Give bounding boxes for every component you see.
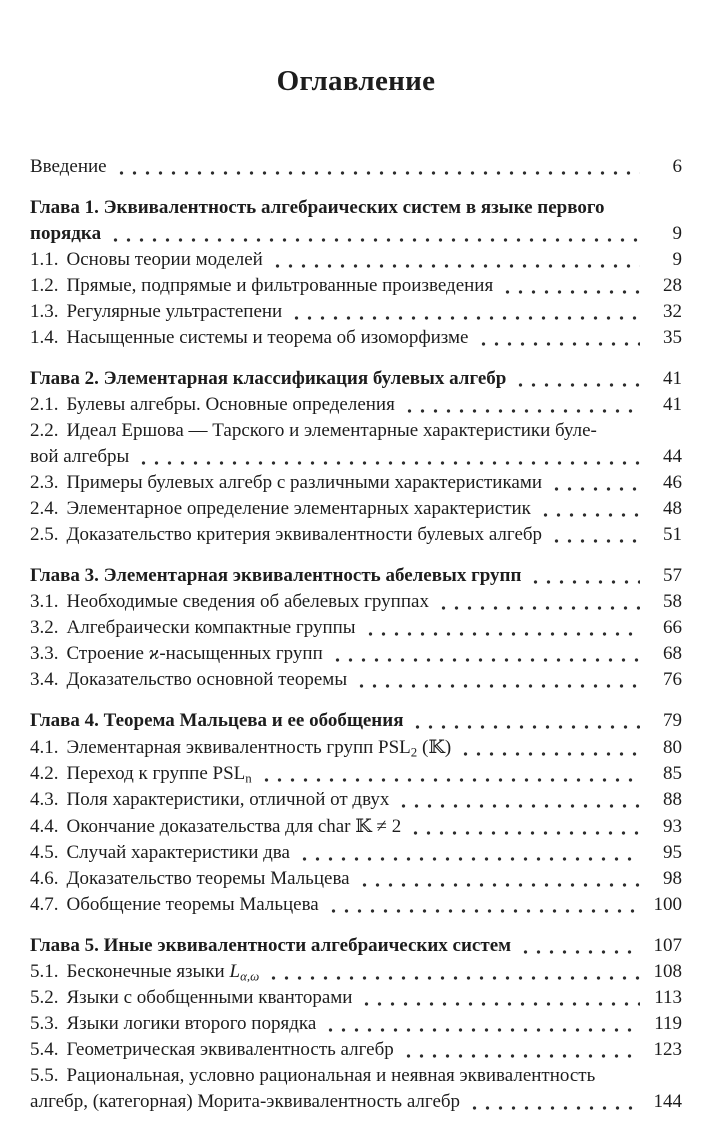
entry-label	[30, 563, 521, 589]
page-number: 85	[663, 763, 682, 784]
toc-line	[30, 563, 682, 589]
entry-text-segment: Алгебраически компактные группы	[66, 617, 356, 638]
page-number: 28	[663, 275, 682, 296]
toc-entry	[30, 325, 682, 351]
entry-text-segment: Необходимые сведения об абелевых группах	[66, 591, 429, 612]
toc-entry	[30, 154, 682, 180]
dot-leader	[411, 724, 640, 730]
toc-line	[30, 247, 682, 273]
entry-text-segment: 2	[410, 744, 418, 760]
toc-line	[30, 761, 682, 787]
page-number: 41	[663, 368, 682, 389]
dot-leader	[402, 1053, 640, 1059]
entry-label	[30, 761, 252, 787]
toc-entry	[30, 734, 682, 761]
entry-text-segment: 4.1.	[30, 737, 59, 758]
page-title: Оглавление	[276, 65, 436, 97]
toc-line	[30, 787, 682, 813]
page-number: 93	[663, 816, 682, 837]
toc-line	[30, 325, 682, 351]
page-number: 32	[663, 301, 682, 322]
entry-label	[30, 154, 107, 180]
entry-label	[30, 522, 542, 548]
toc-line	[30, 1063, 682, 1089]
toc-line	[30, 959, 682, 985]
entry-text-segment: Бесконечные языки	[66, 961, 230, 982]
entry-label	[30, 221, 101, 247]
dot-leader	[267, 975, 640, 981]
toc-line	[30, 985, 682, 1011]
entry-text-segment: ≠ 2	[371, 816, 402, 837]
page-number: 66	[663, 617, 682, 638]
entry-text-segment: Рациональная, условно рациональная и неявная эквивалентность	[66, 1065, 596, 1086]
toc-entry	[30, 470, 682, 496]
entry-text-segment: Доказательство критерия эквивалентности булевых алгебр	[66, 524, 543, 545]
page-number: 58	[663, 591, 682, 612]
entry-label	[30, 1063, 595, 1089]
toc-line	[30, 392, 682, 418]
entry-label	[30, 734, 451, 761]
toc-entry	[30, 787, 682, 813]
toc-line	[30, 866, 682, 892]
entry-text-segment: 1.1.	[30, 249, 59, 270]
dot-leader	[324, 1027, 640, 1033]
toc-line	[30, 892, 682, 918]
entry-label	[30, 787, 389, 813]
entry-label	[30, 1037, 394, 1063]
page-number: 113	[654, 987, 682, 1008]
dot-leader	[137, 460, 640, 466]
entry-text-segment: порядка	[30, 223, 102, 244]
entry-text-segment: 1.3.	[30, 301, 59, 322]
dot-leader	[290, 315, 640, 321]
dot-leader	[364, 631, 640, 637]
toc-line	[30, 154, 682, 180]
dot-leader	[501, 289, 640, 295]
toc-entry	[30, 1011, 682, 1037]
entry-text-segment: 4.6.	[30, 868, 59, 889]
entry-text-segment: Элементарное определение элементарных характеристик	[66, 498, 531, 519]
entry-text-segment: Глава 5. Иные эквивалентности алгебраических систем	[30, 935, 512, 956]
entry-text-segment: Регулярные ультрастепени	[66, 301, 283, 322]
toc-entry	[30, 496, 682, 522]
dot-leader	[109, 237, 640, 243]
toc-line	[30, 840, 682, 866]
dot-leader	[477, 341, 641, 347]
toc-entry	[30, 299, 682, 325]
page-number: 6	[672, 156, 682, 177]
dot-leader	[271, 263, 640, 269]
toc-entry	[30, 866, 682, 892]
page-number: 35	[663, 327, 682, 348]
entry-text-segment: 2.1.	[30, 394, 59, 415]
toc-entry	[30, 667, 682, 693]
entry-label	[30, 418, 597, 444]
toc-line	[30, 734, 682, 761]
toc-chapter-entry	[30, 195, 682, 247]
entry-text-segment: Геометрическая эквивалентность алгебр	[66, 1039, 394, 1060]
entry-label	[30, 299, 282, 325]
toc-line	[30, 708, 682, 734]
toc-line	[30, 615, 682, 641]
entry-text-segment: 2.5.	[30, 524, 59, 545]
entry-label	[30, 813, 401, 840]
entry-text-segment: 4.7.	[30, 894, 59, 915]
entry-label	[30, 444, 129, 470]
toc-line	[30, 496, 682, 522]
entry-label	[30, 1089, 460, 1115]
entry-text-segment: 4.4.	[30, 816, 59, 837]
page-number: 95	[663, 842, 682, 863]
page-number: 98	[663, 868, 682, 889]
entry-text-segment: 3.2.	[30, 617, 59, 638]
dot-leader	[550, 538, 640, 544]
entry-text-segment: 3.4.	[30, 669, 59, 690]
entry-label	[30, 866, 350, 892]
page-number: 100	[653, 894, 682, 915]
entry-text-segment: (	[417, 737, 429, 758]
page-number: 119	[654, 1013, 682, 1034]
toc-entry	[30, 892, 682, 918]
toc-line	[30, 641, 682, 667]
entry-text-segment: 2.4.	[30, 498, 59, 519]
entry-text-segment: 4.3.	[30, 789, 59, 810]
dot-leader	[539, 512, 640, 518]
page-number: 88	[663, 789, 682, 810]
entry-text-segment: Переход к группе PSL	[66, 763, 246, 784]
entry-text-segment: n	[245, 770, 252, 786]
toc-line	[30, 933, 682, 959]
dot-leader	[331, 657, 640, 663]
entry-label	[30, 708, 403, 734]
toc-line	[30, 589, 682, 615]
page-number: 144	[653, 1091, 682, 1112]
toc-entry	[30, 615, 682, 641]
toc-line	[30, 418, 682, 444]
dot-leader	[355, 683, 640, 689]
entry-text-segment: 3.3.	[30, 643, 59, 664]
entry-label	[30, 366, 506, 392]
entry-text-segment: Примеры булевых алгебр с различными характеристиками	[66, 472, 543, 493]
dot-leader	[459, 751, 640, 757]
toc-line	[30, 444, 682, 470]
page-number: 79	[663, 710, 682, 731]
toc-line	[30, 813, 682, 840]
dot-leader	[519, 949, 640, 955]
toc-chapter-entry	[30, 708, 682, 734]
toc-entry	[30, 589, 682, 615]
dot-leader	[397, 803, 640, 809]
entry-label	[30, 667, 347, 693]
entry-label	[30, 392, 395, 418]
toc-line	[30, 470, 682, 496]
dot-leader	[358, 882, 640, 888]
dot-leader	[260, 777, 640, 783]
entry-text-segment: Окончание доказательства для char	[66, 816, 356, 837]
entry-label	[30, 840, 290, 866]
dot-leader	[360, 1001, 640, 1007]
toc-line	[30, 1011, 682, 1037]
entry-text-segment: Языки с обобщенными кванторами	[66, 987, 353, 1008]
dot-leader	[550, 486, 640, 492]
entry-text-segment: алгебр, (категорная) Морита-эквивалентность алгебр	[30, 1091, 461, 1112]
entry-text-segment: 2.2.	[30, 420, 59, 441]
toc-entry	[30, 392, 682, 418]
entry-text-segment: Насыщенные системы и теорема об изоморфизме	[66, 327, 469, 348]
entry-text-segment: 2.3.	[30, 472, 59, 493]
toc-entry	[30, 959, 682, 985]
dot-leader	[514, 382, 640, 388]
entry-text-segment: 4.5.	[30, 842, 59, 863]
dot-leader	[409, 830, 640, 836]
toc-line	[30, 221, 682, 247]
entry-text-segment: ϰ	[148, 643, 160, 664]
toc-line	[30, 366, 682, 392]
entry-text-segment: Глава 4. Теорема Мальцева и ее обобщения	[30, 710, 404, 731]
toc-entry	[30, 522, 682, 548]
toc-entry	[30, 273, 682, 299]
page-number: 108	[653, 961, 682, 982]
entry-label	[30, 933, 511, 959]
entry-text-segment: Доказательство теоремы Мальцева	[66, 868, 350, 889]
toc-entry	[30, 840, 682, 866]
entry-label	[30, 985, 352, 1011]
entry-text-segment: Введение	[30, 156, 107, 177]
dot-leader	[437, 605, 640, 611]
page-number: 41	[663, 394, 682, 415]
entry-text-segment: 5.2.	[30, 987, 59, 1008]
page-number: 44	[663, 446, 682, 467]
entry-text-segment: Прямые, подпрямые и фильтрованные произведения	[66, 275, 494, 296]
entry-text-segment: 5.1.	[30, 961, 59, 982]
entry-label	[30, 273, 493, 299]
entry-text-segment: 4.2.	[30, 763, 59, 784]
page-number: 80	[663, 737, 682, 758]
toc-entry	[30, 1063, 682, 1115]
entry-label	[30, 1011, 316, 1037]
entry-text-segment: 1.2.	[30, 275, 59, 296]
entry-label	[30, 892, 319, 918]
entry-text-segment: Обобщение теоремы Мальцева	[66, 894, 319, 915]
toc-line	[30, 667, 682, 693]
toc-line	[30, 273, 682, 299]
entry-label	[30, 325, 469, 351]
toc-entry	[30, 418, 682, 470]
toc-line	[30, 1089, 682, 1115]
entry-label	[30, 496, 531, 522]
toc-line	[30, 195, 682, 221]
entry-text-segment: Булевы алгебры. Основные определения	[66, 394, 395, 415]
entry-text-segment: Строение	[66, 643, 149, 664]
page-number: 76	[663, 669, 682, 690]
dot-leader	[327, 908, 640, 914]
toc-line	[30, 1037, 682, 1063]
toc-chapter-entry	[30, 933, 682, 959]
dot-leader	[468, 1105, 640, 1111]
entry-text-segment: вой алгебры	[30, 446, 130, 467]
entry-text-segment: Глава 1. Эквивалентность алгебраических систем в языке первого	[30, 197, 605, 218]
toc-line	[30, 522, 682, 548]
page-number: 9	[672, 249, 682, 270]
toc-entry	[30, 1037, 682, 1063]
entry-text-segment: 1.4.	[30, 327, 59, 348]
entry-text-segment: L	[229, 961, 241, 982]
toc-entry	[30, 641, 682, 667]
entry-text-segment: Элементарная эквивалентность групп PSL	[66, 737, 411, 758]
entry-text-segment: Доказательство основной теоремы	[66, 669, 348, 690]
page-number: 51	[663, 524, 682, 545]
entry-text-segment: Поля характеристики, отличной от двух	[66, 789, 390, 810]
toc-line	[30, 299, 682, 325]
entry-text-segment: 3.1.	[30, 591, 59, 612]
entry-text-segment: 5.5.	[30, 1065, 59, 1086]
entry-text-segment: 𝕂	[355, 815, 372, 837]
toc-entry	[30, 247, 682, 273]
page-number: 46	[663, 472, 682, 493]
page-number: 123	[653, 1039, 682, 1060]
entry-label	[30, 641, 323, 667]
entry-label	[30, 615, 356, 641]
entry-label	[30, 589, 429, 615]
entry-text-segment: Языки логики второго порядка	[66, 1013, 317, 1034]
entry-text-segment: Идеал Ершова — Тарского и элементарные характеристики буле-	[66, 420, 597, 441]
entry-text-segment: -насыщенных групп	[159, 643, 323, 664]
dot-leader	[298, 856, 640, 862]
toc-entry	[30, 813, 682, 840]
page-number: 107	[653, 935, 682, 956]
entry-text-segment: α,ω	[240, 968, 260, 984]
entry-text-segment: Глава 3. Элементарная эквивалентность абелевых групп	[30, 565, 522, 586]
toc-entries	[30, 154, 682, 1115]
toc-chapter-entry	[30, 366, 682, 392]
toc-entry	[30, 761, 682, 787]
entry-text-segment: 5.4.	[30, 1039, 59, 1060]
dot-leader	[403, 408, 640, 414]
page-number: 9	[672, 223, 682, 244]
entry-text-segment: 𝕂	[428, 736, 445, 758]
page-number: 68	[663, 643, 682, 664]
entry-label	[30, 247, 263, 273]
toc-chapter-entry	[30, 563, 682, 589]
entry-label	[30, 195, 605, 221]
entry-label	[30, 959, 259, 985]
page-number: 57	[663, 565, 682, 586]
entry-text-segment: Случай характеристики два	[66, 842, 290, 863]
entry-text-segment: Глава 2. Элементарная классификация булевых алгебр	[30, 368, 507, 389]
dot-leader	[115, 170, 640, 176]
page-number: 48	[663, 498, 682, 519]
entry-text-segment: Основы теории моделей	[66, 249, 263, 270]
entry-label	[30, 470, 542, 496]
entry-text-segment: )	[444, 737, 452, 758]
dot-leader	[529, 579, 640, 585]
entry-text-segment: 5.3.	[30, 1013, 59, 1034]
toc-entry	[30, 985, 682, 1011]
